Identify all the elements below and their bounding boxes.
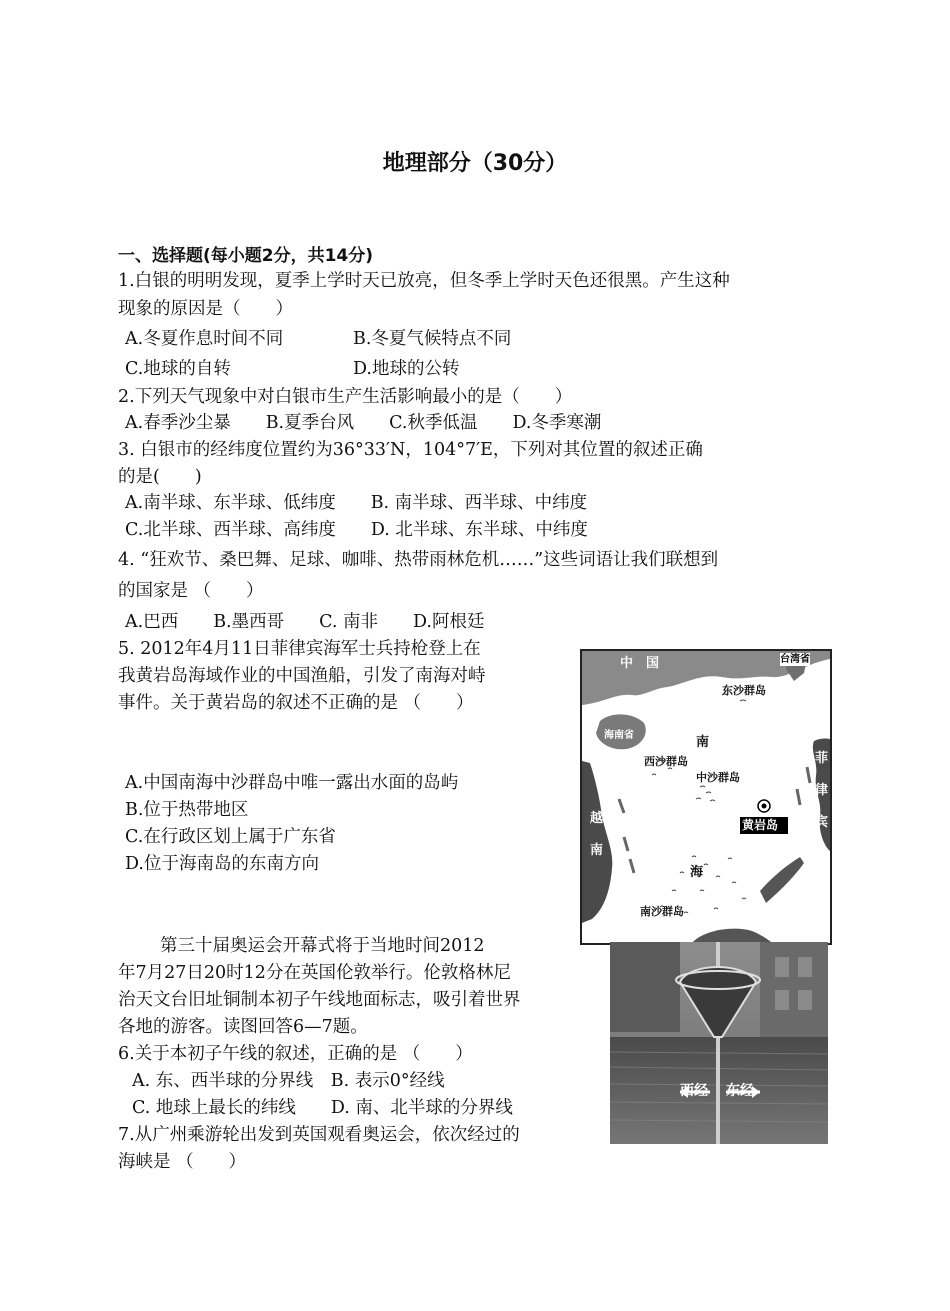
map-label-bin: 宾 — [815, 815, 829, 830]
question-5-line-1: 5. 2012年4月11日菲律宾海军士兵持枪登上在 — [118, 639, 481, 659]
question-1-option-b: B.冬夏气候特点不同 — [353, 329, 512, 349]
question-5-line-3: 事件。关于黄岩岛的叙述不正确的是 （ ） — [118, 693, 474, 713]
question-4-line-1: 4. “狂欢节、桑巴舞、足球、咖啡、热带雨林危机……”这些词语让我们联想到 — [118, 550, 719, 570]
question-5-option-a: A.中国南海中沙群岛中唯一露出水面的岛屿 — [125, 773, 459, 793]
question-2-options: A.春季沙尘暴 B.夏季台风 C.秋季低温 D.冬季寒潮 — [125, 413, 602, 433]
question-1-line-2: 现象的原因是（ ） — [118, 299, 293, 319]
question-1-line-1: 1.白银的明明发现，夏季上学时天已放亮，但冬季上学时天色还很黑。产生这种 — [118, 271, 730, 291]
question-1-option-c: C.地球的自转 — [125, 359, 231, 379]
south-china-sea-map — [580, 649, 832, 945]
photo-label-east: 东经 — [726, 1083, 754, 1099]
question-6-options-cd: C. 地球上最长的纬线 D. 南、北半球的分界线 — [132, 1098, 513, 1118]
page-title: 地理部分（30分） — [382, 151, 568, 176]
map-label-xisha: 西沙群岛 — [644, 755, 688, 768]
intro-67-line-4: 各地的游客。读图回答6—7题。 — [118, 1017, 368, 1037]
map-label-zhongsha: 中沙群岛 — [696, 771, 740, 784]
question-7-line-1: 7.从广州乘游轮出发到英国观看奥运会，依次经过的 — [118, 1125, 520, 1145]
map-label-hai: 海 — [690, 865, 704, 880]
question-5-option-c: C.在行政区划上属于广东省 — [125, 827, 336, 847]
intro-67-line-3: 治天文台旧址铜制本初子午线地面标志，吸引着世界 — [118, 990, 521, 1010]
intro-67-line-1: 第三十届奥运会开幕式将于当地时间2012 — [160, 936, 485, 956]
map-label-nan2: 南 — [590, 843, 604, 858]
question-3-line-2: 的是( ) — [118, 467, 202, 487]
question-3-options-cd: C.北半球、西半球、高纬度 D. 北半球、东半球、中纬度 — [125, 520, 588, 540]
map-label-hainan: 海南省 — [604, 730, 634, 741]
photo-label-west: 西经 — [680, 1083, 708, 1099]
question-1-option-d: D.地球的公转 — [353, 359, 460, 379]
map-label-yue: 越 — [590, 811, 604, 826]
question-1-option-a: A.冬夏作息时间不同 — [125, 329, 284, 349]
question-6-line-1: 6.关于本初子午线的叙述，正确的是 （ ） — [118, 1044, 473, 1064]
question-5-option-b: B.位于热带地区 — [125, 800, 249, 820]
question-2-line-1: 2.下列天气现象中对白银市生产生活影响最小的是（ ） — [118, 387, 573, 407]
question-5-option-d: D.位于海南岛的东南方向 — [125, 854, 319, 874]
question-4-line-2: 的国家是 （ ） — [118, 581, 264, 601]
question-3-options-ab: A.南半球、东半球、低纬度 B. 南半球、西半球、中纬度 — [125, 493, 588, 513]
map-label-fei: 菲 — [815, 751, 829, 766]
question-5-line-2: 我黄岩岛海域作业的中国渔船，引发了南海对峙 — [118, 666, 486, 686]
map-label-nansha: 南沙群岛 — [640, 905, 684, 918]
question-3-line-1: 3. 白银市的经纬度位置约为36°33′N，104°7′E，下列对其位置的叙述正确 — [118, 440, 703, 460]
question-7-line-2: 海峡是 （ ） — [118, 1152, 247, 1172]
prime-meridian-photo — [610, 942, 828, 1144]
question-6-options-ab: A. 东、西半球的分界线 B. 表示0°经线 — [132, 1071, 445, 1091]
section-heading: 一、选择题(每小题2分，共14分) — [118, 246, 374, 266]
intro-67-line-2: 年7月27日20时12分在英国伦敦举行。伦敦格林尼 — [118, 963, 511, 983]
map-label-nan: 南 — [696, 735, 710, 750]
map-label-dongsha: 东沙群岛 — [722, 684, 766, 697]
map-label-lv: 律 — [815, 783, 829, 798]
map-label-china: 中 国 — [620, 656, 660, 671]
question-4-options: A.巴西 B.墨西哥 C. 南非 D.阿根廷 — [125, 612, 485, 632]
map-label-taiwan: 台湾省 — [780, 654, 810, 665]
map-label-huangyan: 黄岩岛 — [742, 818, 779, 832]
